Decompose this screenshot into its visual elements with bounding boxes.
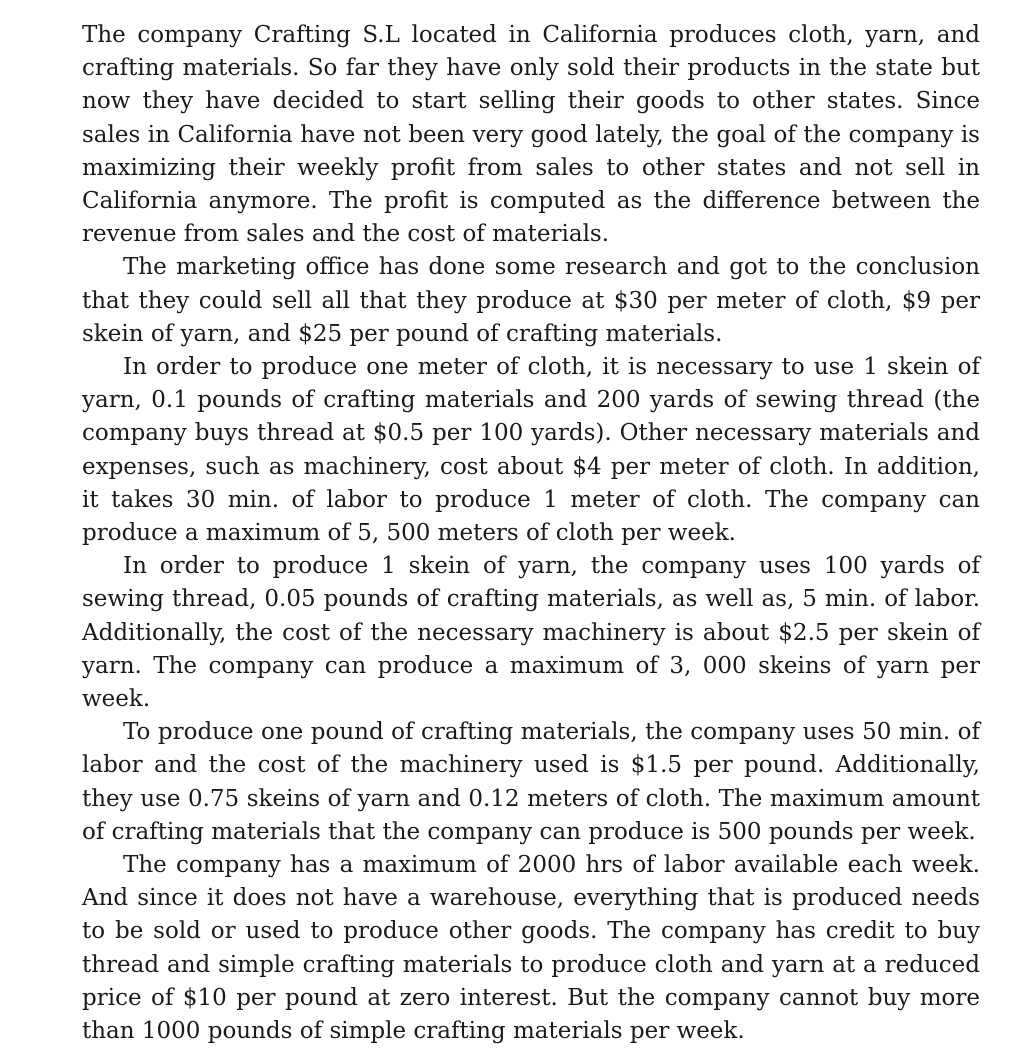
paragraph-crafting-materials: To produce one pound of crafting materials, the company uses 50 min. of labor and the cost of the machinery used is $1.5 per pound. Additionally, they use 0.75 skeins of yarn and 0.12 meters of cloth. The maximum amount of crafting materials that the company can produce is 500 pounds per week. xyxy=(82,719,980,845)
paragraph-marketing: The marketing office has done some research and got to the conclusion that they could sell all that they produce at $30 per meter of cloth, $9 per skein of yarn, and $25 per pound of crafting materials. xyxy=(82,254,980,347)
paragraph-yarn: In order to produce 1 skein of yarn, the company uses 100 yards of sewing thread, 0.05 pounds of crafting materials, as well as, 5 min. of labor. Additionally, the cost of the necessary machinery is about $2.5 per skein of yarn. The company can produce a maximum of 3, 000 skeins of yarn per week. xyxy=(82,553,980,713)
paragraph-cloth: In order to produce one meter of cloth, it is necessary to use 1 skein of yarn, 0.1 pounds of crafting materials and 200 yards of sewing thread (the company buys thread at $0.5 per 100 yards). Other necessary materials and expenses, such as machinery, cost about $4 per meter of cloth. In addition, it takes 30 min. of labor to produce 1 meter of cloth. The company can produce a maximum of 5, 500 meters of cloth per week. xyxy=(82,354,980,547)
problem-statement xyxy=(82,19,980,1048)
paragraph-intro: The company Crafting S.L located in California produces cloth, yarn, and crafting materials. So far they have only sold their products in the state but now they have decided to start selling their goods to other states. Since sales in California have not been very good lately, the goal of the company is maximizing their weekly profit from sales to other states and not sell in California anymore. The profit is computed as the difference between the revenue from sales and the cost of materials. xyxy=(82,22,980,248)
paragraph-labor-credit: The company has a maximum of 2000 hrs of labor available each week. And since it does not have a warehouse, everything that is produced needs to be sold or used to produce other goods. The company has credit to buy thread and simple crafting materials to produce cloth and yarn at a reduced price of $10 per pound at zero interest. But the company cannot buy more than 1000 pounds of simple crafting materials per week. xyxy=(82,852,980,1045)
